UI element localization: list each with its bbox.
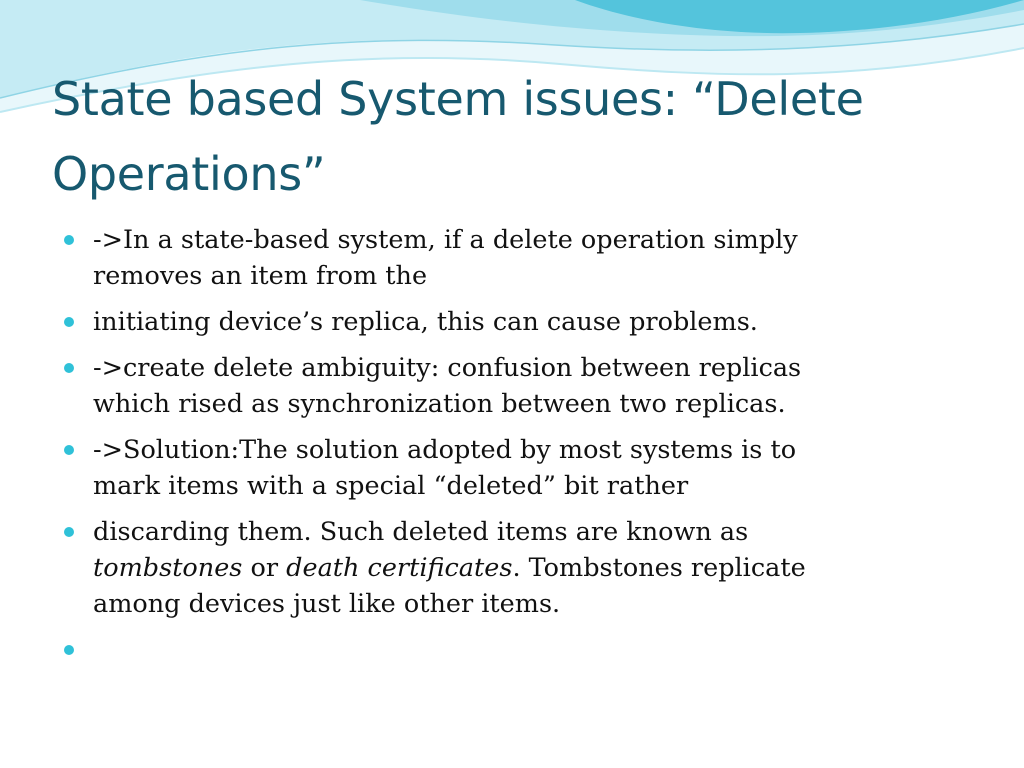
bullet-1-line-1: ->In a state-based system, if a delete operation simply (93, 225, 798, 255)
bullet-icon (64, 363, 74, 373)
slide-title: State based System issues: “Delete Operations” (52, 72, 864, 201)
bullet-item-4 (60, 432, 960, 504)
bullet-3-line-1: ->create delete ambiguity: confusion between replicas (93, 353, 802, 383)
bullet-4-line-2: mark items with a special “deleted” bit rather (93, 471, 689, 501)
bullet-item-2 (60, 304, 960, 340)
bullet-4-line-1: ->Solution:The solution adopted by most systems is to (93, 435, 797, 465)
bullet-3-line-2: which rised as synchronization between two replicas. (93, 389, 786, 419)
bullet-1-line-2: removes an item from the (93, 261, 428, 291)
death-certificates-term: death certificates (286, 553, 513, 583)
bullet-icon (64, 317, 74, 327)
tombstones-term: tombstones (93, 553, 243, 583)
bullet-item-3 (60, 350, 960, 422)
bullet-2-line-1: initiating device’s replica, this can cause problems. (93, 307, 758, 337)
bullet-5-line-3: among devices just like other items. (93, 589, 561, 619)
bullet-5-joiner: or (242, 553, 287, 583)
bullet-list (60, 222, 960, 678)
bullet-icon (64, 645, 74, 655)
bullet-icon (64, 527, 74, 537)
empty-bullet-item (60, 632, 960, 668)
bullet-item-1 (60, 222, 960, 294)
bullet-icon (64, 445, 74, 455)
bullet-icon (64, 235, 74, 245)
bullet-5-after-terms: . Tombstones replicate (512, 553, 806, 583)
bullet-5-line-1: discarding them. Such deleted items are known as (93, 517, 749, 547)
bullet-item-5 (60, 514, 960, 622)
